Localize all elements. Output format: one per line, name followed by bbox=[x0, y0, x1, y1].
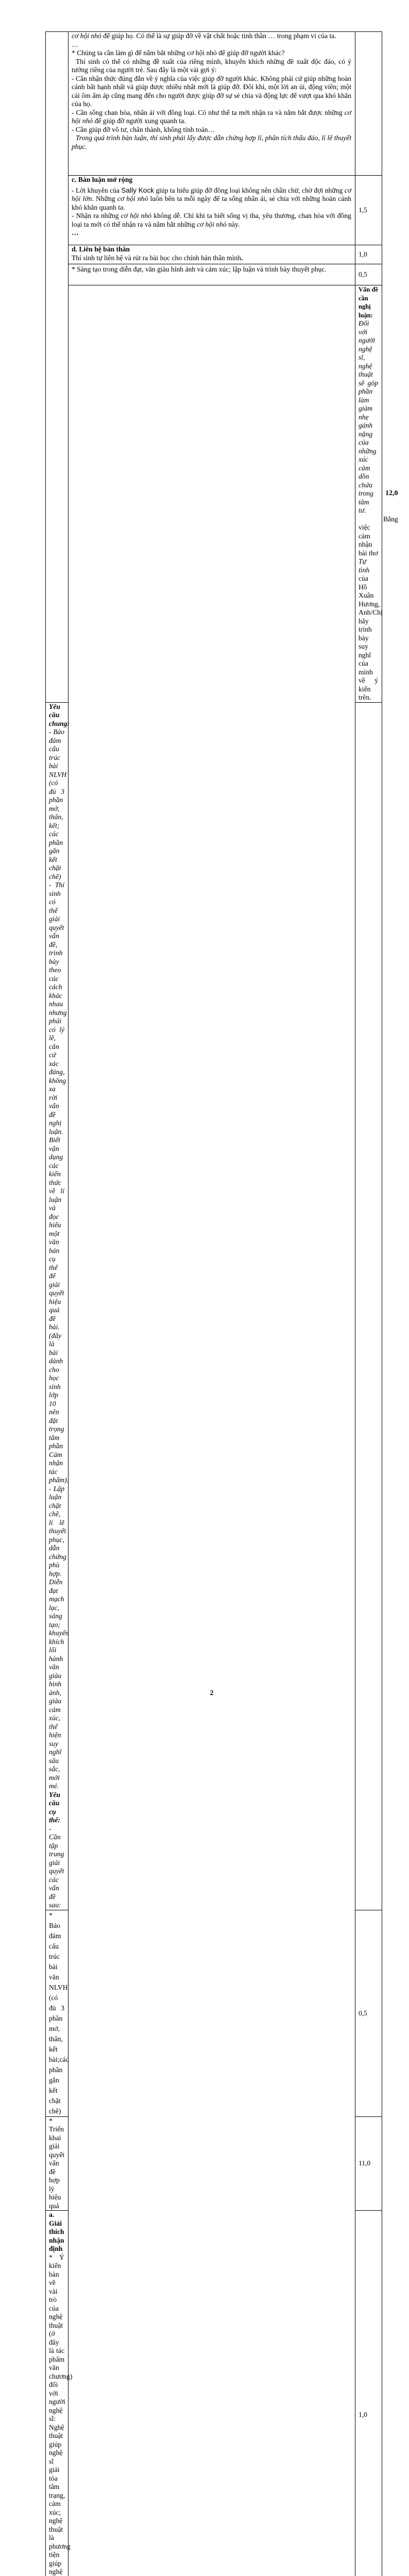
score-cell: 1,0 bbox=[355, 245, 382, 264]
answer-key-table bbox=[45, 31, 382, 2576]
score-cell: 11,0 bbox=[355, 2116, 382, 2211]
ellipsis: … bbox=[72, 41, 351, 49]
section-heading: d. Liên hệ bản thân bbox=[72, 245, 351, 254]
bullet: - Bảo đảm cấu trúc bài NLVH (có đủ 3 phần mở, thân, kết; các phần gắn kết chặt chẽ) bbox=[49, 728, 64, 881]
bullet: - Nhận ra những cơ hội nhỏ không dễ. Chỉ khi ta biết sống vị tha, yêu thương, chan hòa với đồng loại ta mới có thể nhận ra và nắm bắt những cơ hội nhỏ này. bbox=[72, 212, 351, 229]
bullet: - Cần sống chan hòa, nhân ái với đồng loại. Có như thế ta mới nhận ra và nắm bắt được những cơ hội nhỏ để giúp đỡ người xung quanh ta. bbox=[72, 109, 351, 126]
score-cell: 0,5 bbox=[355, 1910, 382, 2116]
table-row bbox=[46, 245, 382, 264]
text: * Sáng tạo trong diễn đạt, văn giàu hình ảnh và cảm xúc; lập luận và trình bày thuyết phục. bbox=[72, 264, 351, 275]
question-line: * Chúng ta cần làm gì để nắm bắt những cơ hội nhỏ để giúp đỡ người khác? bbox=[72, 49, 351, 58]
text: để giúp họ. Có thể là sự giúp đỡ về vật chất hoặc tinh thần … trong phạm vi của ta. bbox=[103, 32, 336, 40]
paragraph: Thí sinh có thể có những đề xuất của riêng mình, khuyến khích những đề xuất độc đáo, có ý tưởng riêng của người trẻ. Sau đây là một vài gợi ý: bbox=[72, 58, 351, 75]
italic-text: cơ hội nhỏ bbox=[72, 32, 101, 40]
content-cell bbox=[46, 2211, 69, 2576]
text: * Bảo đảm cấu trúc bài văn NLVH (có đủ 3 phần mở, thân, kết bài;các phần gắn kết chặt chẽ) bbox=[49, 1910, 64, 2116]
content-cell bbox=[69, 245, 355, 264]
bullet: - Lời khuyên của Sally Kock giúp ta hiểu giúp đỡ đồng loại không nên chần chừ, chờ đợi những cơ hội lớn. Những cơ hội nhỏ luôn bên ta mỗi ngày để ta sống nhân ái, sẻ chia với những hoàn cảnh khó khăn quanh ta. bbox=[72, 187, 351, 212]
text: * Triển khai giải quyết vấn đề hợp lý hiệu quả bbox=[49, 2117, 64, 2211]
ellipsis: … bbox=[72, 229, 351, 238]
note: Trong quá trình bàn luận, thí sinh phải lấy được dẫn chứng hợp lí, phân tích thấu đáo, lí lẽ thuyết phục. bbox=[72, 134, 351, 151]
content-cell bbox=[69, 32, 355, 176]
bullet: - Lập luận chặt chẽ, lí lẽ thuyết phục, dẫn chứng phù hợp. Diễn đạt mạch lạc, sáng tạo; khuyến khích lối hành văn giàu hình ảnh, giàu cảm xúc, thể hiện suy nghĩ sâu sắc, mới mẻ. bbox=[49, 1485, 64, 1791]
table-row: 2 Vấn đề cần nghị luận: Đối với người nghệ sĩ, nghệ thuật sẽ góp phần làm giảm nhẹ gánh nặng của những xúc cảm dồn chứa trong tâm tư. Bằng việc cảm nhận bài thơ Tự tình của Hồ Xuân Hương, Anh/Chị hãy trình bày suy nghĩ của mình về ý kiến trên. 12,0 bbox=[46, 285, 382, 703]
score-cell: 1,5 bbox=[355, 176, 382, 245]
content-cell bbox=[46, 2116, 69, 2211]
section-heading: c. Bàn luận mở rộng bbox=[72, 176, 351, 184]
question-task: Bằng việc cảm nhận bài thơ Tự tình của Hồ Xuân Hương, Anh/Chị hãy trình bày suy nghĩ của mình về ý kiến trên. bbox=[359, 515, 378, 702]
content-cell bbox=[46, 702, 69, 1910]
score-cell: 1,0 bbox=[355, 2211, 382, 2576]
bullet: - Cần tập trung giải quyết các vấn đề sau: bbox=[49, 1825, 64, 1910]
text: * Ý kiến bàn về vài trò của nghệ thuật (ở đây là tác phẩm văn chương) đối với người nghệ sĩ: Nghệ thuật giúp nghệ sĩ giải tỏa tâm trạng, cảm xúc; nghệ thuật là phương tiện giúp nghệ bbox=[49, 2253, 64, 2576]
content-cell bbox=[355, 285, 382, 703]
score-cell-empty bbox=[355, 32, 382, 176]
score-cell: 0,5 bbox=[355, 264, 382, 285]
content-cell bbox=[69, 264, 355, 285]
section-heading: Yêu cầu cụ thể: bbox=[49, 1791, 64, 1825]
score-cell-empty bbox=[355, 702, 382, 1910]
bullet: - Cần giúp đỡ vô tư, chân thành, không tính toán… bbox=[72, 126, 351, 134]
table-row bbox=[46, 32, 382, 176]
content-cell bbox=[46, 1910, 69, 2116]
table-row bbox=[46, 176, 382, 245]
table-row bbox=[46, 264, 382, 285]
section-heading: Yêu cầu chung: bbox=[49, 703, 64, 728]
question-number: 2 bbox=[69, 285, 355, 2576]
content-cell bbox=[69, 176, 355, 245]
question-statement: Vấn đề cần nghị luận: Đối với người nghệ sĩ, nghệ thuật sẽ góp phần làm giảm nhẹ gánh nặng của những xúc cảm dồn chứa trong tâm tư. bbox=[359, 285, 378, 515]
bullet: - Cần nhận thức đúng đắn về ý nghĩa của việc giúp đỡ người khác. Không phải cứ giúp những hoàn cảnh bất hạnh nhất và giúp được nhiều nhất mới là giúp đỡ. Đôi khi, một lời an ủi, động viên; một cái ôm ấm áp cũng mang đến cho người được giúp đỡ sự sẻ chia và động lực để vượt qua khó khăn của họ. bbox=[72, 75, 351, 109]
section-heading: a. Giải thích nhận định bbox=[49, 2211, 64, 2253]
question-number-cell-1 bbox=[46, 32, 69, 703]
text: Thí sinh tự liên hệ và rút ra bài học cho chính bản thân mình. bbox=[72, 254, 351, 263]
bullet: - Thí sinh có thể giải quyết vấn đề, trình bày theo các cách khác nhau nhưng phải có lý lẽ, căn cứ xác đáng, không xa rời vấn đề nghị luận. Biết vận dụng các kiến thức về lí luận và đọc hiểu một văn bản cụ thể để giải quyết hiệu quả đề bài. (đây là bài dành cho học sinh lớp 10 nên đặt trọng tâm phần Cảm nhận tác phẩm). bbox=[49, 881, 64, 1485]
